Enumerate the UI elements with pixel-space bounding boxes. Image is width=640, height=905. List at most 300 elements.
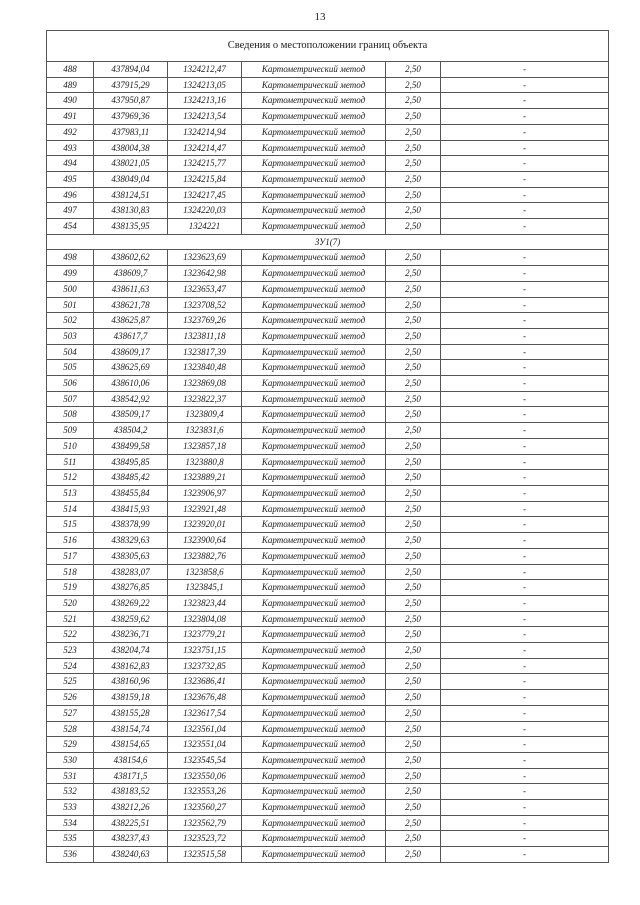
- point-number-cell: 454: [47, 219, 94, 235]
- description-cell: -: [441, 124, 609, 140]
- table-row: [47, 643, 609, 659]
- coord-x-cell: 438378,99: [94, 517, 168, 533]
- coord-x-cell: 438049,04: [94, 171, 168, 187]
- table-header-title: Сведения о местоположении границ объекта: [47, 31, 609, 62]
- description-cell: -: [441, 297, 609, 313]
- point-number-cell: 505: [47, 360, 94, 376]
- coord-x-cell: 438135,95: [94, 219, 168, 235]
- description-cell: -: [441, 705, 609, 721]
- coord-y-cell: 1324213,16: [168, 93, 242, 109]
- description-cell: -: [441, 627, 609, 643]
- point-number-cell: 527: [47, 705, 94, 721]
- coord-x-cell: 438004,38: [94, 140, 168, 156]
- accuracy-cell: 2,50: [386, 800, 441, 816]
- method-cell: Картометрический метод: [242, 548, 386, 564]
- method-cell: Картометрический метод: [242, 815, 386, 831]
- coord-x-cell: 438499,58: [94, 438, 168, 454]
- accuracy-cell: 2,50: [386, 77, 441, 93]
- point-number-cell: 516: [47, 533, 94, 549]
- point-number-cell: 534: [47, 815, 94, 831]
- method-cell: Картометрический метод: [242, 752, 386, 768]
- coord-y-cell: 1324214,94: [168, 124, 242, 140]
- coord-x-cell: 438276,85: [94, 580, 168, 596]
- coord-y-cell: 1324220,03: [168, 203, 242, 219]
- coord-x-cell: 438162,83: [94, 658, 168, 674]
- point-number-cell: 525: [47, 674, 94, 690]
- coord-x-cell: 437950,87: [94, 93, 168, 109]
- method-cell: Картометрический метод: [242, 470, 386, 486]
- coord-x-cell: 438269,22: [94, 595, 168, 611]
- accuracy-cell: 2,50: [386, 690, 441, 706]
- accuracy-cell: 2,50: [386, 407, 441, 423]
- coord-x-cell: 438240,63: [94, 847, 168, 863]
- coord-x-cell: 438237,43: [94, 831, 168, 847]
- accuracy-cell: 2,50: [386, 674, 441, 690]
- table-row: [47, 501, 609, 517]
- method-cell: Картометрический метод: [242, 658, 386, 674]
- table-row: [47, 219, 609, 235]
- coord-x-cell: 438509,17: [94, 407, 168, 423]
- description-cell: -: [441, 674, 609, 690]
- point-number-cell: 489: [47, 77, 94, 93]
- table-row: [47, 485, 609, 501]
- coord-x-cell: 437969,36: [94, 109, 168, 125]
- method-cell: Картометрический метод: [242, 517, 386, 533]
- table-row: [47, 847, 609, 863]
- description-cell: -: [441, 438, 609, 454]
- accuracy-cell: 2,50: [386, 156, 441, 172]
- description-cell: -: [441, 690, 609, 706]
- table-row: [47, 328, 609, 344]
- description-cell: -: [441, 62, 609, 78]
- point-number-cell: 523: [47, 643, 94, 659]
- accuracy-cell: 2,50: [386, 470, 441, 486]
- coord-x-cell: 438485,42: [94, 470, 168, 486]
- table-row: [47, 454, 609, 470]
- description-cell: -: [441, 643, 609, 659]
- method-cell: Картометрический метод: [242, 454, 386, 470]
- table-row: [47, 109, 609, 125]
- accuracy-cell: 2,50: [386, 391, 441, 407]
- point-number-cell: 513: [47, 485, 94, 501]
- description-cell: -: [441, 485, 609, 501]
- point-number-cell: 511: [47, 454, 94, 470]
- description-cell: -: [441, 376, 609, 392]
- point-number-cell: 532: [47, 784, 94, 800]
- table-row: [47, 360, 609, 376]
- table-row: [47, 611, 609, 627]
- coord-x-cell: 438124,51: [94, 187, 168, 203]
- coord-y-cell: 1323921,48: [168, 501, 242, 517]
- coord-y-cell: 1323889,21: [168, 470, 242, 486]
- table-row: [47, 281, 609, 297]
- coord-y-cell: 1323553,26: [168, 784, 242, 800]
- point-number-cell: 495: [47, 171, 94, 187]
- coord-y-cell: 1323822,37: [168, 391, 242, 407]
- point-number-cell: 493: [47, 140, 94, 156]
- method-cell: Картометрический метод: [242, 595, 386, 611]
- point-number-cell: 533: [47, 800, 94, 816]
- description-cell: -: [441, 737, 609, 753]
- coord-y-cell: 1323617,54: [168, 705, 242, 721]
- coord-x-cell: 438495,85: [94, 454, 168, 470]
- point-number-cell: 531: [47, 768, 94, 784]
- method-cell: Картометрический метод: [242, 564, 386, 580]
- accuracy-cell: 2,50: [386, 124, 441, 140]
- coord-x-cell: 438154,74: [94, 721, 168, 737]
- method-cell: Картометрический метод: [242, 643, 386, 659]
- coord-y-cell: 1323751,15: [168, 643, 242, 659]
- coord-y-cell: 1324213,54: [168, 109, 242, 125]
- method-cell: Картометрический метод: [242, 768, 386, 784]
- coord-y-cell: 1323906,97: [168, 485, 242, 501]
- table-row: [47, 737, 609, 753]
- table-row: [47, 171, 609, 187]
- accuracy-cell: 2,50: [386, 281, 441, 297]
- accuracy-cell: 2,50: [386, 109, 441, 125]
- coord-y-cell: 1323561,04: [168, 721, 242, 737]
- accuracy-cell: 2,50: [386, 658, 441, 674]
- description-cell: -: [441, 360, 609, 376]
- description-cell: -: [441, 847, 609, 863]
- point-number-cell: 488: [47, 62, 94, 78]
- point-number-cell: 535: [47, 831, 94, 847]
- accuracy-cell: 2,50: [386, 360, 441, 376]
- coord-y-cell: 1324215,84: [168, 171, 242, 187]
- accuracy-cell: 2,50: [386, 705, 441, 721]
- method-cell: Картометрический метод: [242, 831, 386, 847]
- point-number-cell: 526: [47, 690, 94, 706]
- accuracy-cell: 2,50: [386, 533, 441, 549]
- coord-y-cell: 1323523,72: [168, 831, 242, 847]
- method-cell: Картометрический метод: [242, 423, 386, 439]
- table-row: [47, 784, 609, 800]
- method-cell: Картометрический метод: [242, 690, 386, 706]
- point-number-cell: 509: [47, 423, 94, 439]
- coord-y-cell: 1323653,47: [168, 281, 242, 297]
- description-cell: -: [441, 328, 609, 344]
- table-row: [47, 438, 609, 454]
- coord-x-cell: 438204,74: [94, 643, 168, 659]
- point-number-cell: 514: [47, 501, 94, 517]
- coord-x-cell: 438621,78: [94, 297, 168, 313]
- coord-y-cell: 1323845,1: [168, 580, 242, 596]
- method-cell: Картометрический метод: [242, 344, 386, 360]
- point-number-cell: 522: [47, 627, 94, 643]
- coord-y-cell: 1323869,08: [168, 376, 242, 392]
- coord-y-cell: 1323817,39: [168, 344, 242, 360]
- table-row: [47, 203, 609, 219]
- table-row: [47, 564, 609, 580]
- boundary-table-wrapper: [46, 30, 608, 863]
- description-cell: -: [441, 548, 609, 564]
- method-cell: Картометрический метод: [242, 376, 386, 392]
- table-row: [47, 517, 609, 533]
- method-cell: Картометрический метод: [242, 93, 386, 109]
- coord-x-cell: 438183,52: [94, 784, 168, 800]
- coord-x-cell: 438329,63: [94, 533, 168, 549]
- accuracy-cell: 2,50: [386, 423, 441, 439]
- point-number-cell: 491: [47, 109, 94, 125]
- coord-y-cell: 1323708,52: [168, 297, 242, 313]
- point-number-cell: 519: [47, 580, 94, 596]
- coord-y-cell: 1323686,41: [168, 674, 242, 690]
- table-row: [47, 297, 609, 313]
- method-cell: Картометрический метод: [242, 501, 386, 517]
- method-cell: Картометрический метод: [242, 203, 386, 219]
- point-number-cell: 490: [47, 93, 94, 109]
- description-cell: -: [441, 595, 609, 611]
- table-row: [47, 391, 609, 407]
- section-label: ЗУ1(7): [47, 234, 609, 250]
- table-row: [47, 313, 609, 329]
- method-cell: Картометрический метод: [242, 407, 386, 423]
- method-cell: Картометрический метод: [242, 328, 386, 344]
- table-row: [47, 376, 609, 392]
- point-number-cell: 517: [47, 548, 94, 564]
- method-cell: Картометрический метод: [242, 360, 386, 376]
- method-cell: Картометрический метод: [242, 485, 386, 501]
- description-cell: -: [441, 470, 609, 486]
- table-row: [47, 752, 609, 768]
- table-row: [47, 250, 609, 266]
- accuracy-cell: 2,50: [386, 297, 441, 313]
- accuracy-cell: 2,50: [386, 266, 441, 282]
- coord-y-cell: 1324214,47: [168, 140, 242, 156]
- coord-y-cell: 1324215,77: [168, 156, 242, 172]
- coord-y-cell: 1323769,26: [168, 313, 242, 329]
- method-cell: Картометрический метод: [242, 140, 386, 156]
- description-cell: -: [441, 266, 609, 282]
- accuracy-cell: 2,50: [386, 548, 441, 564]
- coord-x-cell: 438283,07: [94, 564, 168, 580]
- method-cell: Картометрический метод: [242, 784, 386, 800]
- accuracy-cell: 2,50: [386, 784, 441, 800]
- point-number-cell: 508: [47, 407, 94, 423]
- description-cell: -: [441, 658, 609, 674]
- point-number-cell: 507: [47, 391, 94, 407]
- method-cell: Картометрический метод: [242, 611, 386, 627]
- table-row: [47, 595, 609, 611]
- method-cell: Картометрический метод: [242, 313, 386, 329]
- method-cell: Картометрический метод: [242, 800, 386, 816]
- point-number-cell: 506: [47, 376, 94, 392]
- accuracy-cell: 2,50: [386, 611, 441, 627]
- table-row: [47, 533, 609, 549]
- accuracy-cell: 2,50: [386, 517, 441, 533]
- coord-x-cell: 438154,65: [94, 737, 168, 753]
- accuracy-cell: 2,50: [386, 847, 441, 863]
- accuracy-cell: 2,50: [386, 627, 441, 643]
- coord-y-cell: 1323900,64: [168, 533, 242, 549]
- description-cell: -: [441, 517, 609, 533]
- table-row: [47, 627, 609, 643]
- method-cell: Картометрический метод: [242, 171, 386, 187]
- table-header-row: [47, 31, 609, 62]
- method-cell: Картометрический метод: [242, 62, 386, 78]
- description-cell: -: [441, 344, 609, 360]
- point-number-cell: 524: [47, 658, 94, 674]
- description-cell: -: [441, 721, 609, 737]
- coord-x-cell: 437915,29: [94, 77, 168, 93]
- accuracy-cell: 2,50: [386, 62, 441, 78]
- boundary-table: [46, 30, 609, 863]
- table-row: [47, 705, 609, 721]
- table-row: [47, 77, 609, 93]
- description-cell: -: [441, 611, 609, 627]
- accuracy-cell: 2,50: [386, 501, 441, 517]
- point-number-cell: 521: [47, 611, 94, 627]
- coord-x-cell: 438625,69: [94, 360, 168, 376]
- accuracy-cell: 2,50: [386, 171, 441, 187]
- coord-x-cell: 438415,93: [94, 501, 168, 517]
- table-row: [47, 768, 609, 784]
- point-number-cell: 503: [47, 328, 94, 344]
- accuracy-cell: 2,50: [386, 721, 441, 737]
- table-row: [47, 156, 609, 172]
- method-cell: Картометрический метод: [242, 627, 386, 643]
- point-number-cell: 502: [47, 313, 94, 329]
- description-cell: -: [441, 768, 609, 784]
- description-cell: -: [441, 407, 609, 423]
- coord-x-cell: 438602,62: [94, 250, 168, 266]
- accuracy-cell: 2,50: [386, 454, 441, 470]
- description-cell: -: [441, 564, 609, 580]
- point-number-cell: 499: [47, 266, 94, 282]
- method-cell: Картометрический метод: [242, 109, 386, 125]
- table-row: [47, 721, 609, 737]
- coord-x-cell: 438225,51: [94, 815, 168, 831]
- point-number-cell: 492: [47, 124, 94, 140]
- point-number-cell: 529: [47, 737, 94, 753]
- accuracy-cell: 2,50: [386, 203, 441, 219]
- accuracy-cell: 2,50: [386, 219, 441, 235]
- table-row: [47, 187, 609, 203]
- description-cell: -: [441, 219, 609, 235]
- coord-x-cell: 438610,06: [94, 376, 168, 392]
- description-cell: -: [441, 93, 609, 109]
- coord-x-cell: 438259,62: [94, 611, 168, 627]
- boundary-table-body: [47, 31, 609, 863]
- coord-x-cell: 438155,28: [94, 705, 168, 721]
- description-cell: -: [441, 501, 609, 517]
- accuracy-cell: 2,50: [386, 580, 441, 596]
- description-cell: -: [441, 109, 609, 125]
- coord-x-cell: 438154,6: [94, 752, 168, 768]
- description-cell: -: [441, 313, 609, 329]
- point-number-cell: 530: [47, 752, 94, 768]
- description-cell: -: [441, 784, 609, 800]
- point-number-cell: 504: [47, 344, 94, 360]
- method-cell: Картометрический метод: [242, 847, 386, 863]
- description-cell: -: [441, 423, 609, 439]
- description-cell: -: [441, 815, 609, 831]
- coord-x-cell: 437983,11: [94, 124, 168, 140]
- coord-y-cell: 1324213,05: [168, 77, 242, 93]
- table-row: [47, 831, 609, 847]
- accuracy-cell: 2,50: [386, 815, 441, 831]
- coord-x-cell: 438130,83: [94, 203, 168, 219]
- method-cell: Картометрический метод: [242, 156, 386, 172]
- table-row: [47, 815, 609, 831]
- description-cell: -: [441, 391, 609, 407]
- point-number-cell: 528: [47, 721, 94, 737]
- coord-x-cell: 437894,04: [94, 62, 168, 78]
- point-number-cell: 501: [47, 297, 94, 313]
- table-row: [47, 423, 609, 439]
- accuracy-cell: 2,50: [386, 643, 441, 659]
- table-row: [47, 674, 609, 690]
- coord-x-cell: 438021,05: [94, 156, 168, 172]
- method-cell: Картометрический метод: [242, 737, 386, 753]
- description-cell: -: [441, 171, 609, 187]
- coord-y-cell: 1323858,6: [168, 564, 242, 580]
- coord-x-cell: 438236,71: [94, 627, 168, 643]
- coord-y-cell: 1323545,54: [168, 752, 242, 768]
- coord-x-cell: 438455,84: [94, 485, 168, 501]
- point-number-cell: 518: [47, 564, 94, 580]
- method-cell: Картометрический метод: [242, 438, 386, 454]
- table-row: [47, 344, 609, 360]
- description-cell: -: [441, 800, 609, 816]
- coord-y-cell: 1323823,44: [168, 595, 242, 611]
- accuracy-cell: 2,50: [386, 140, 441, 156]
- method-cell: Картометрический метод: [242, 187, 386, 203]
- coord-y-cell: 1324221: [168, 219, 242, 235]
- table-row: [47, 266, 609, 282]
- coord-y-cell: 1323882,76: [168, 548, 242, 564]
- coord-x-cell: 438159,18: [94, 690, 168, 706]
- method-cell: Картометрический метод: [242, 219, 386, 235]
- table-row: [47, 407, 609, 423]
- coord-x-cell: 438611,63: [94, 281, 168, 297]
- coord-y-cell: 1323880,8: [168, 454, 242, 470]
- coord-x-cell: 438212,26: [94, 800, 168, 816]
- table-row: [47, 140, 609, 156]
- description-cell: -: [441, 454, 609, 470]
- description-cell: -: [441, 533, 609, 549]
- coord-y-cell: 1323562,79: [168, 815, 242, 831]
- method-cell: Картометрический метод: [242, 297, 386, 313]
- accuracy-cell: 2,50: [386, 768, 441, 784]
- accuracy-cell: 2,50: [386, 752, 441, 768]
- coord-y-cell: 1323809,4: [168, 407, 242, 423]
- description-cell: -: [441, 250, 609, 266]
- description-cell: -: [441, 140, 609, 156]
- coord-y-cell: 1323676,48: [168, 690, 242, 706]
- coord-y-cell: 1323840,48: [168, 360, 242, 376]
- coord-y-cell: 1323550,06: [168, 768, 242, 784]
- method-cell: Картометрический метод: [242, 674, 386, 690]
- accuracy-cell: 2,50: [386, 250, 441, 266]
- coord-y-cell: 1323642,98: [168, 266, 242, 282]
- point-number-cell: 520: [47, 595, 94, 611]
- table-row: [47, 93, 609, 109]
- accuracy-cell: 2,50: [386, 564, 441, 580]
- coord-x-cell: 438542,92: [94, 391, 168, 407]
- method-cell: Картометрический метод: [242, 391, 386, 407]
- coord-y-cell: 1323732,85: [168, 658, 242, 674]
- accuracy-cell: 2,50: [386, 595, 441, 611]
- table-row: [47, 548, 609, 564]
- coord-y-cell: 1323560,27: [168, 800, 242, 816]
- page-number: 13: [314, 11, 326, 23]
- accuracy-cell: 2,50: [386, 485, 441, 501]
- point-number-cell: 515: [47, 517, 94, 533]
- point-number-cell: 494: [47, 156, 94, 172]
- coord-y-cell: 1324212,47: [168, 62, 242, 78]
- point-number-cell: 512: [47, 470, 94, 486]
